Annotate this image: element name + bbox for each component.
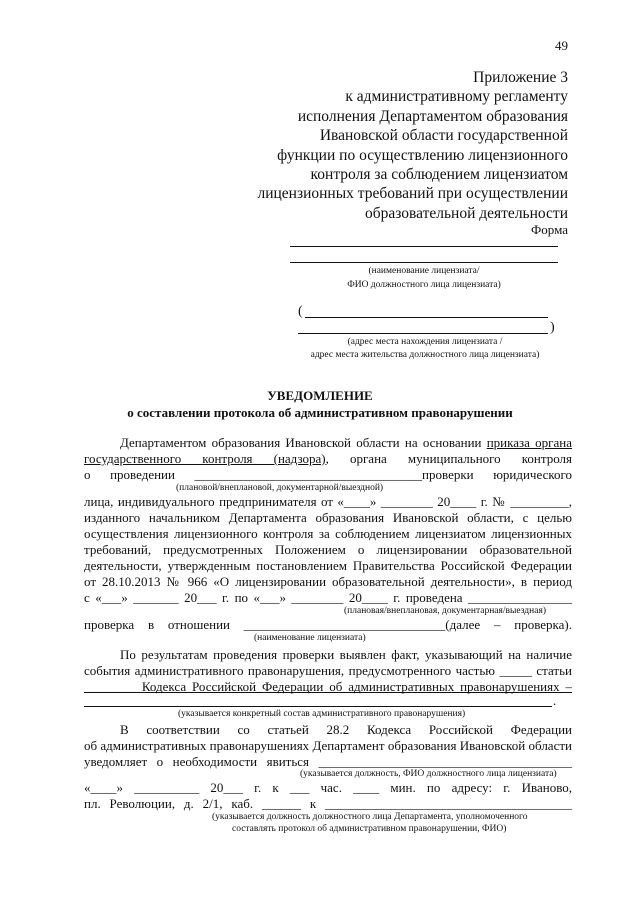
body-line: В соответствии со статьей 28.2 Кодекса Российской Федерации xyxy=(120,722,572,737)
licensee-caption: (наименование лицензиата) xyxy=(254,633,366,643)
position-caption: (указывается должность, ФИО должностного лица лицензиата) xyxy=(300,769,557,779)
offense-caption: (указывается конкретный состав административного правонарушения) xyxy=(178,709,466,719)
body-line: о проведении ___________________________________проверки юридического xyxy=(84,467,572,482)
appendix-line: к административному регламенту xyxy=(345,88,568,106)
body-line: проверка в отношении _______________________________(далее – проверка). xyxy=(84,617,572,632)
appendix-header xyxy=(257,68,568,223)
appendix-line: контроля за соблюдением лицензиатом xyxy=(310,166,568,184)
body-line: события административного правонарушения, предусмотренного частью _____ статьи xyxy=(84,663,572,678)
body-line: деятельности, утвержденным постановлением Правительства Российской Федерации xyxy=(84,558,572,573)
page-number: 49 xyxy=(555,38,568,53)
address-close-paren: ) xyxy=(550,320,555,335)
body-line: осуществления лицензионного контроля за соблюдением лицензиатом лицензионных xyxy=(84,526,572,541)
licensee-address-line-2[interactable] xyxy=(298,333,548,334)
body-line: пл. Революции, д. 2/1, каб. ______ к ______________________________________ xyxy=(84,796,572,811)
licensee-name-line-1[interactable] xyxy=(290,246,558,247)
body-line: государственного контроля (надзора), органа муниципального контроля xyxy=(84,451,573,466)
form-label: Форма xyxy=(531,222,568,237)
body-line: требований, предусмотренных Положением о лицензировании образовательной xyxy=(84,542,572,557)
body-line: «____» __________ 20___ г. к ___ час. ____ мин. по адресу: г. Иваново, xyxy=(84,780,572,795)
body-line: Департаментом образования Ивановской области на основании приказа органа xyxy=(120,435,572,450)
appendix-line: Приложение 3 xyxy=(473,69,568,86)
body-line: от 28.10.2013 № 966 «О лицензировании образовательной деятельности», в период xyxy=(84,574,572,589)
check-kind-blank[interactable]: ___________________________________ xyxy=(194,467,423,482)
licensee-name-line-2[interactable] xyxy=(290,262,558,263)
document-title: УВЕДОМЛЕНИЕ xyxy=(267,388,373,403)
offense-line-1[interactable] xyxy=(84,692,572,693)
appendix-line: функции по осуществлению лицензионного xyxy=(277,146,568,164)
offense-end-period: . xyxy=(553,693,557,708)
body-line: уведомляет о необходимости явиться _______________________________________ xyxy=(84,754,572,769)
appendix-line: лицензионных требований при осуществлении xyxy=(257,185,568,203)
body-line: По результатам проведения проверки выявлен факт, указывающий на наличие xyxy=(120,647,572,662)
body-line: об административных правонарушениях Департамент образования Ивановской области xyxy=(84,738,572,753)
official-caption: (указывается должность должностного лица Департамента, уполномоченного xyxy=(212,812,528,822)
licensee-name-caption: (наименование лицензиата/ xyxy=(368,266,480,276)
body-line: ________ Кодекса Российской Федерации об административных правонарушениях – xyxy=(84,679,572,694)
body-line: с «___» _______ 20___ г. по «___» ________ 20____ г. проведена ________________ xyxy=(84,590,572,605)
offense-line-2[interactable] xyxy=(84,706,552,707)
licensee-address-line-1[interactable] xyxy=(305,317,548,318)
licensee-name-caption-2: ФИО должностного лица лицензиата) xyxy=(347,280,501,290)
address-open-paren: ( xyxy=(298,304,303,319)
licensee-address-caption-2: адрес места жительства должностного лица лицензиата) xyxy=(310,350,540,360)
appendix-line: Ивановской области государственной xyxy=(319,127,568,145)
check-kind-caption: (плановой/внеплановой, документарной/выездной) xyxy=(176,483,384,493)
licensee-address-caption: (адрес места нахождения лицензиата / xyxy=(347,337,503,347)
check-kind-caption-2: (плановая/внеплановая, документарная/выездная) xyxy=(344,606,546,616)
official-caption-2: составлять протокол об административном правонарушении, ФИО) xyxy=(232,824,507,834)
document-subtitle: о составлении протокола об административном правонарушении xyxy=(127,405,513,420)
body-line: изданного начальником Департамента образования Ивановской области, с целью xyxy=(84,510,572,525)
appendix-line: исполнения Департаментом образования xyxy=(297,107,568,125)
body-line: лица, индивидуального предпринимателя от «____» ________ 20____ г. № _________, xyxy=(84,494,572,509)
appendix-line: образовательной деятельности xyxy=(364,204,568,222)
